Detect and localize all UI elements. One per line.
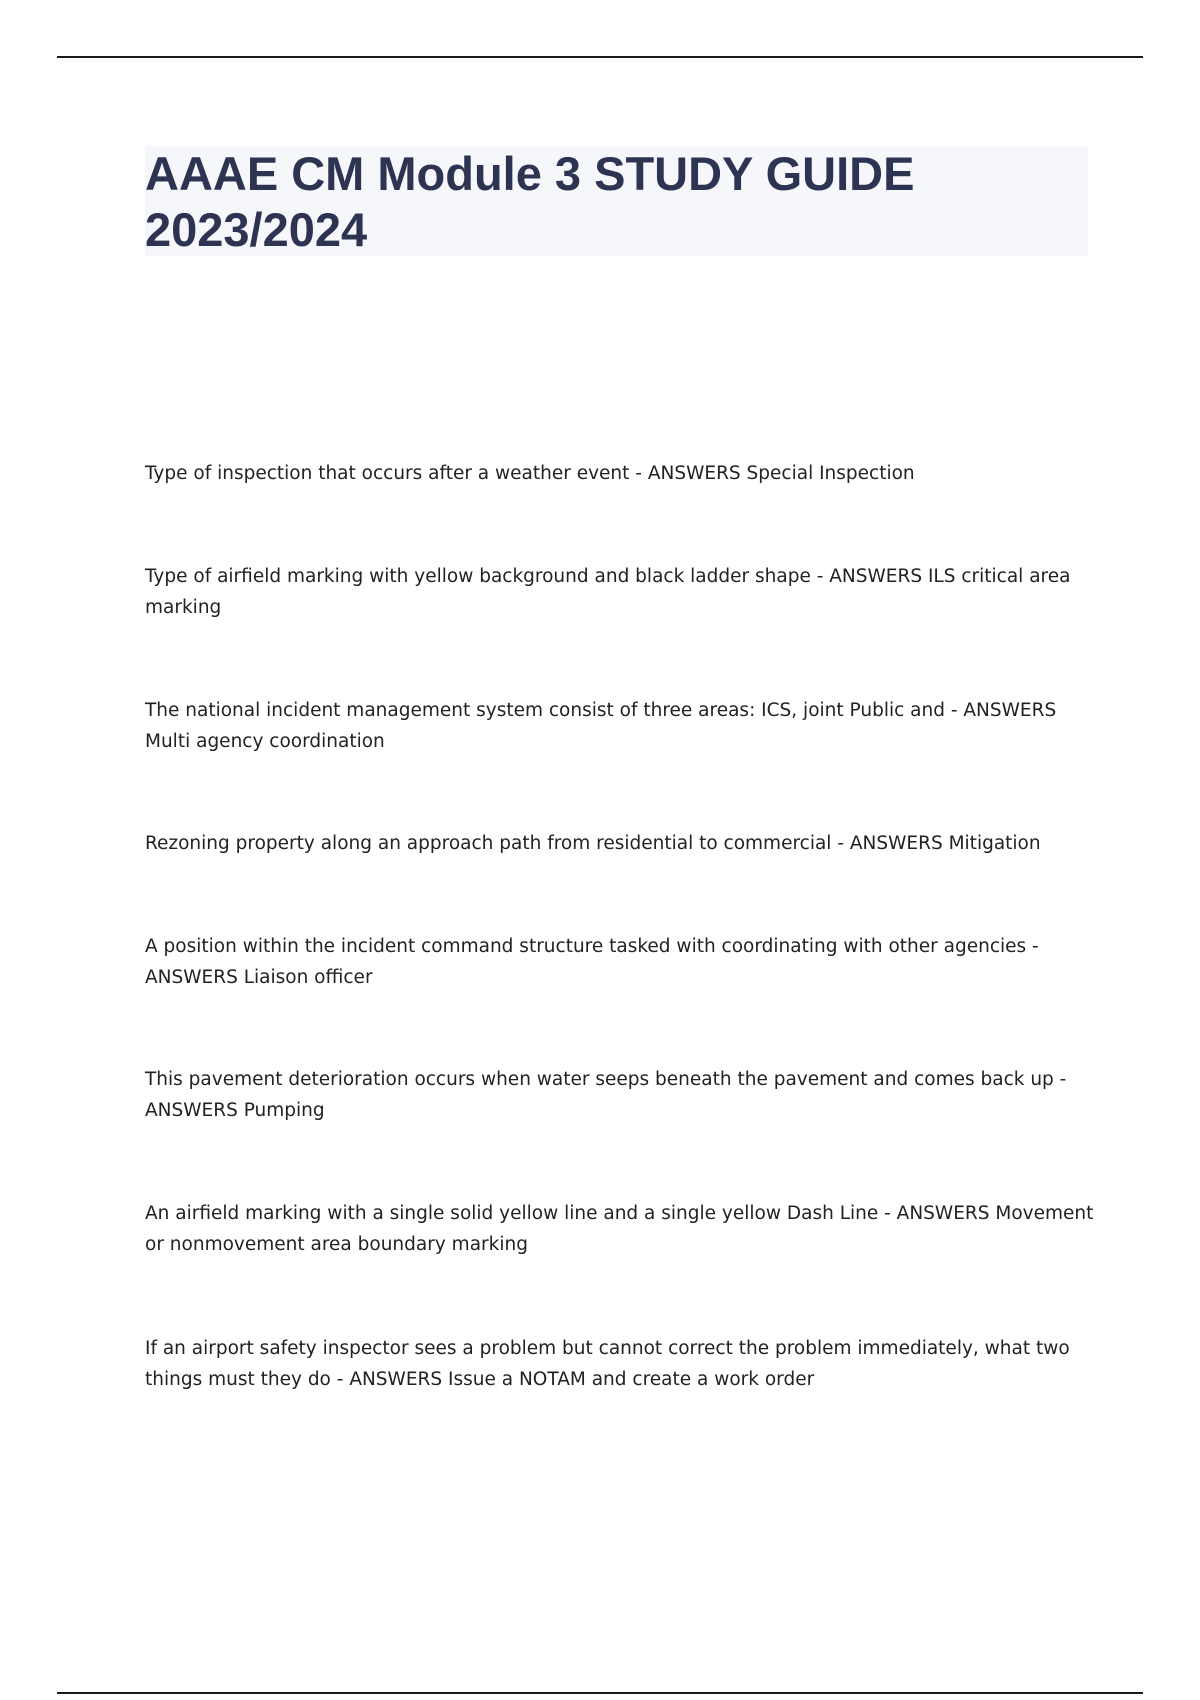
qa-item: If an airport safety inspector sees a problem but cannot correct the problem immediately, what two things must they do - ANSWERS Issue a NOTAM and create a work order [145, 1338, 1070, 1390]
qa-item: A position within the incident command structure tasked with coordinating with other agencies - ANSWERS Liaison officer [145, 936, 1039, 988]
qa-item: Type of inspection that occurs after a weather event - ANSWERS Special Inspection [145, 463, 915, 484]
title-block [145, 146, 1088, 256]
qa-item: Type of airfield marking with yellow background and black ladder shape - ANSWERS ILS critical area marking [145, 566, 1071, 618]
header-rule [57, 56, 1143, 58]
document-title: AAAE CM Module 3 STUDY GUIDE 2023/2024 [145, 147, 915, 256]
qa-item: This pavement deterioration occurs when water seeps beneath the pavement and comes back up - ANSWERS Pumping [145, 1069, 1067, 1121]
qa-item: Rezoning property along an approach path from residential to commercial - ANSWERS Mitigation [145, 833, 1041, 854]
qa-item: An airfield marking with a single solid yellow line and a single yellow Dash Line - ANSWERS Movement or nonmovement area boundary marking [145, 1203, 1094, 1255]
footer-rule [57, 1692, 1143, 1694]
qa-item: The national incident management system consist of three areas: ICS, joint Public and - ANSWERS Multi agency coordination [145, 700, 1057, 752]
